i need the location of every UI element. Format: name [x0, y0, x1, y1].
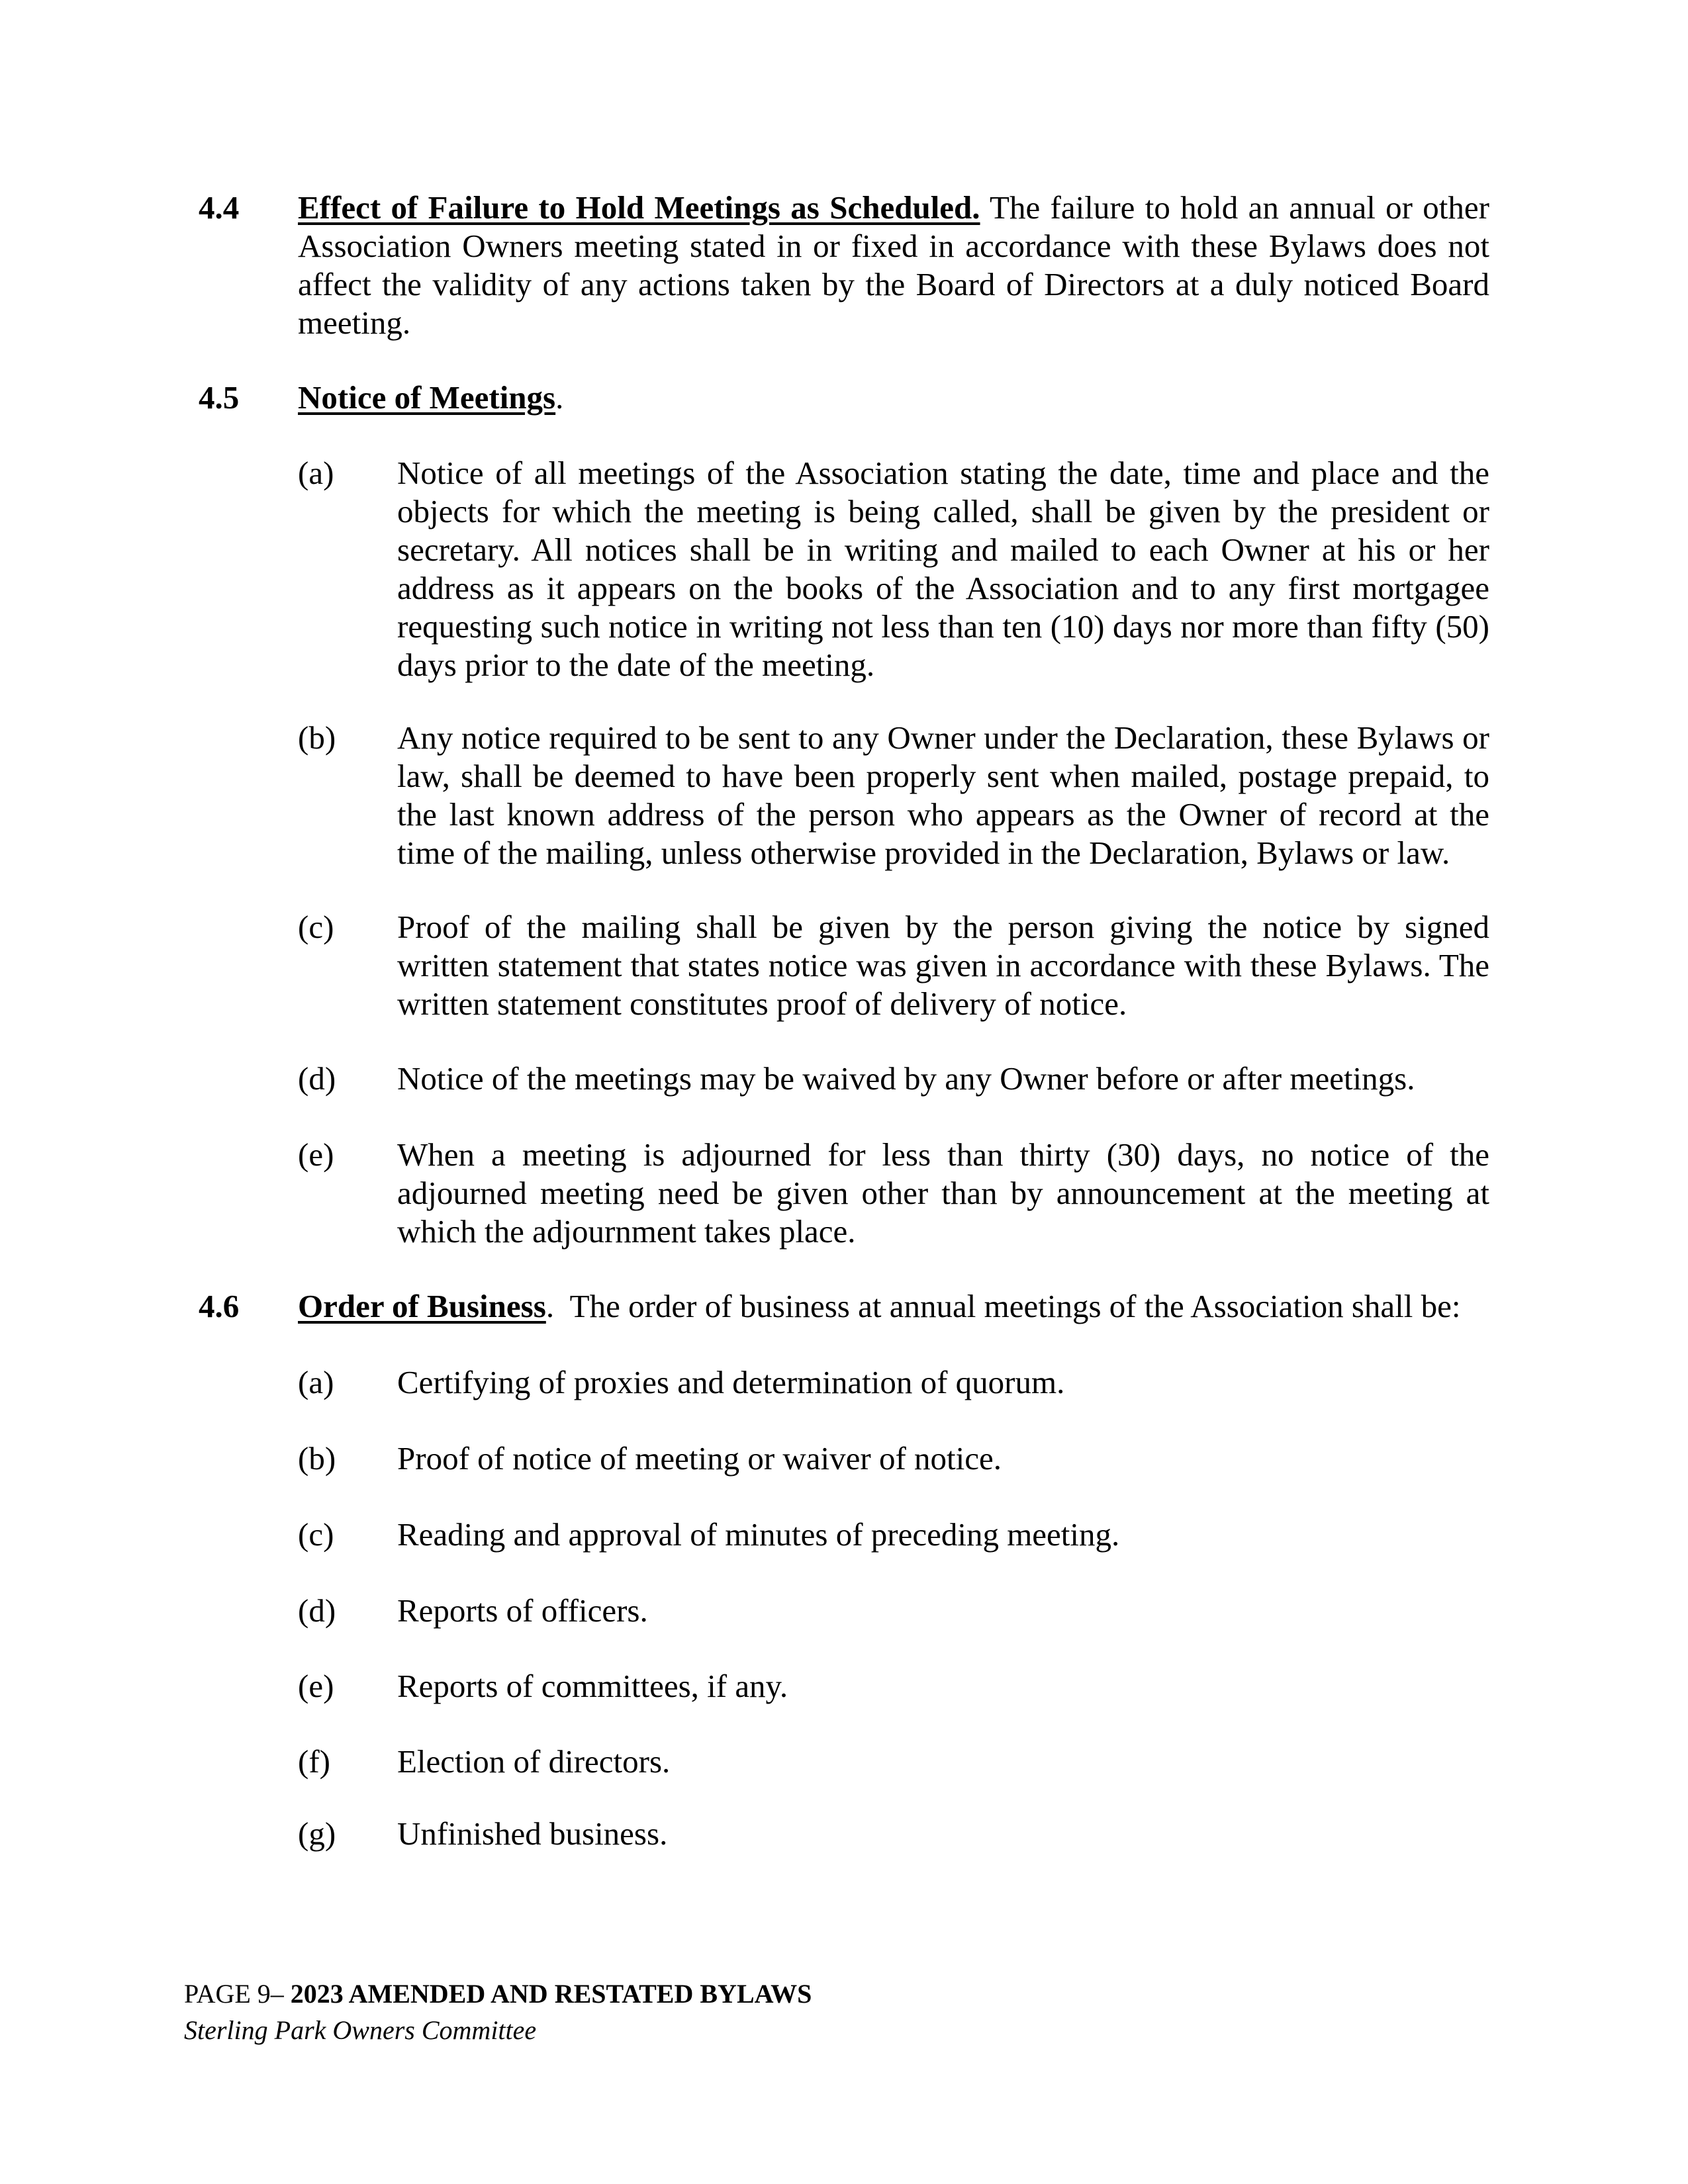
section-text: The failure to hold an annual or other Association Owners meeting stated in or fixed in accordance with these Bylaws does not affect the validity of any actions taken by the Board of Directors at a duly noticed Board meeting.	[298, 189, 1489, 341]
list-item-text: Election of directors.	[397, 1743, 671, 1780]
list-item-4-5-c	[298, 908, 1489, 1024]
section-number: 4.5	[199, 379, 240, 416]
list-item-text: Reports of committees, if any.	[397, 1668, 788, 1704]
list-item-text: Unfinished business.	[397, 1815, 668, 1852]
list-item-label: (a)	[298, 455, 334, 491]
list-item-4-5-d	[298, 1060, 1489, 1099]
list-item-text: Certifying of proxies and determination of quorum.	[397, 1364, 1065, 1400]
section-heading: Order of Business	[298, 1288, 546, 1324]
list-item-label: (g)	[298, 1815, 336, 1852]
section-number: 4.4	[199, 189, 240, 226]
list-item-text: When a meeting is adjourned for less than thirty (30) days, no notice of the adjourned meeting need be given other than by announcement at the meeting at which the adjournment takes place.	[397, 1136, 1489, 1250]
list-item-text: Proof of the mailing shall be given by the person giving the notice by signed written statement that states notice was given in accordance with these Bylaws. The written statement constitutes proof of delivery of notice.	[397, 909, 1489, 1022]
list-item-4-6-d	[298, 1592, 1489, 1631]
list-item-label: (d)	[298, 1592, 336, 1629]
list-item-text: Proof of notice of meeting or waiver of notice.	[397, 1440, 1002, 1477]
list-item-text: Reports of officers.	[397, 1592, 648, 1629]
list-item-label: (c)	[298, 909, 334, 945]
list-item-label: (a)	[298, 1364, 334, 1400]
list-item-4-5-b	[298, 719, 1489, 874]
list-item-4-5-a	[298, 454, 1489, 686]
list-item-4-6-a	[298, 1363, 1489, 1403]
section-body	[298, 1287, 1489, 1326]
list-item-label: (b)	[298, 1440, 336, 1477]
footer-organization: Sterling Park Owners Committee	[184, 2015, 537, 2045]
footer-document-title: 2023 AMENDED AND RESTATED BYLAWS	[290, 1979, 812, 2009]
section-4-6	[199, 1287, 1489, 1327]
list-item-label: (e)	[298, 1668, 334, 1704]
list-item-text: Reading and approval of minutes of preceding meeting.	[397, 1516, 1120, 1553]
section-body	[298, 189, 1489, 342]
section-heading: Effect of Failure to Hold Meetings as Scheduled.	[298, 189, 980, 226]
footer-page-line	[184, 1976, 1111, 2012]
section-heading: Notice of Meetings	[298, 379, 556, 416]
list-item-4-6-c	[298, 1516, 1489, 1555]
list-item-4-6-f	[298, 1743, 1489, 1782]
list-item-label: (b)	[298, 719, 336, 756]
list-item-4-6-e	[298, 1667, 1489, 1707]
list-item-text: Any notice required to be sent to any Owner under the Declaration, these Bylaws or law, shall be deemed to have been properly sent when mailed, postage prepaid, to the last known address of the person who appears as the Owner of record at the time of the mailing, unless otherwise provided in the Declaration, Bylaws or law.	[397, 719, 1489, 871]
section-text: . The order of business at annual meetings of the Association shall be:	[545, 1288, 1461, 1324]
list-item-4-5-e	[298, 1136, 1489, 1251]
list-item-label: (d)	[298, 1060, 336, 1097]
section-4-5	[199, 379, 1489, 418]
section-number: 4.6	[199, 1288, 240, 1324]
list-item-4-6-b	[298, 1439, 1489, 1479]
list-item-label: (e)	[298, 1136, 334, 1173]
footer-page-number: PAGE 9–	[184, 1979, 291, 2009]
list-item-label: (f)	[298, 1743, 330, 1780]
page-footer	[184, 1976, 1111, 2048]
list-item-text: Notice of the meetings may be waived by any Owner before or after meetings.	[397, 1060, 1415, 1097]
list-item-text: Notice of all meetings of the Association stating the date, time and place and the objects for which the meeting is being called, shall be given by the president or secretary. All notices shall be in writing and mailed to each Owner at his or her address as it appears on the books of the Association and to any first mortgagee requesting such notice in writing not less than ten (10) days nor more than fifty (50) days prior to the date of the meeting.	[397, 455, 1489, 683]
list-item-4-6-g	[298, 1815, 1489, 1854]
section-body	[298, 379, 1489, 417]
section-4-4	[199, 189, 1489, 347]
section-text: .	[555, 379, 564, 416]
list-item-label: (c)	[298, 1516, 334, 1553]
